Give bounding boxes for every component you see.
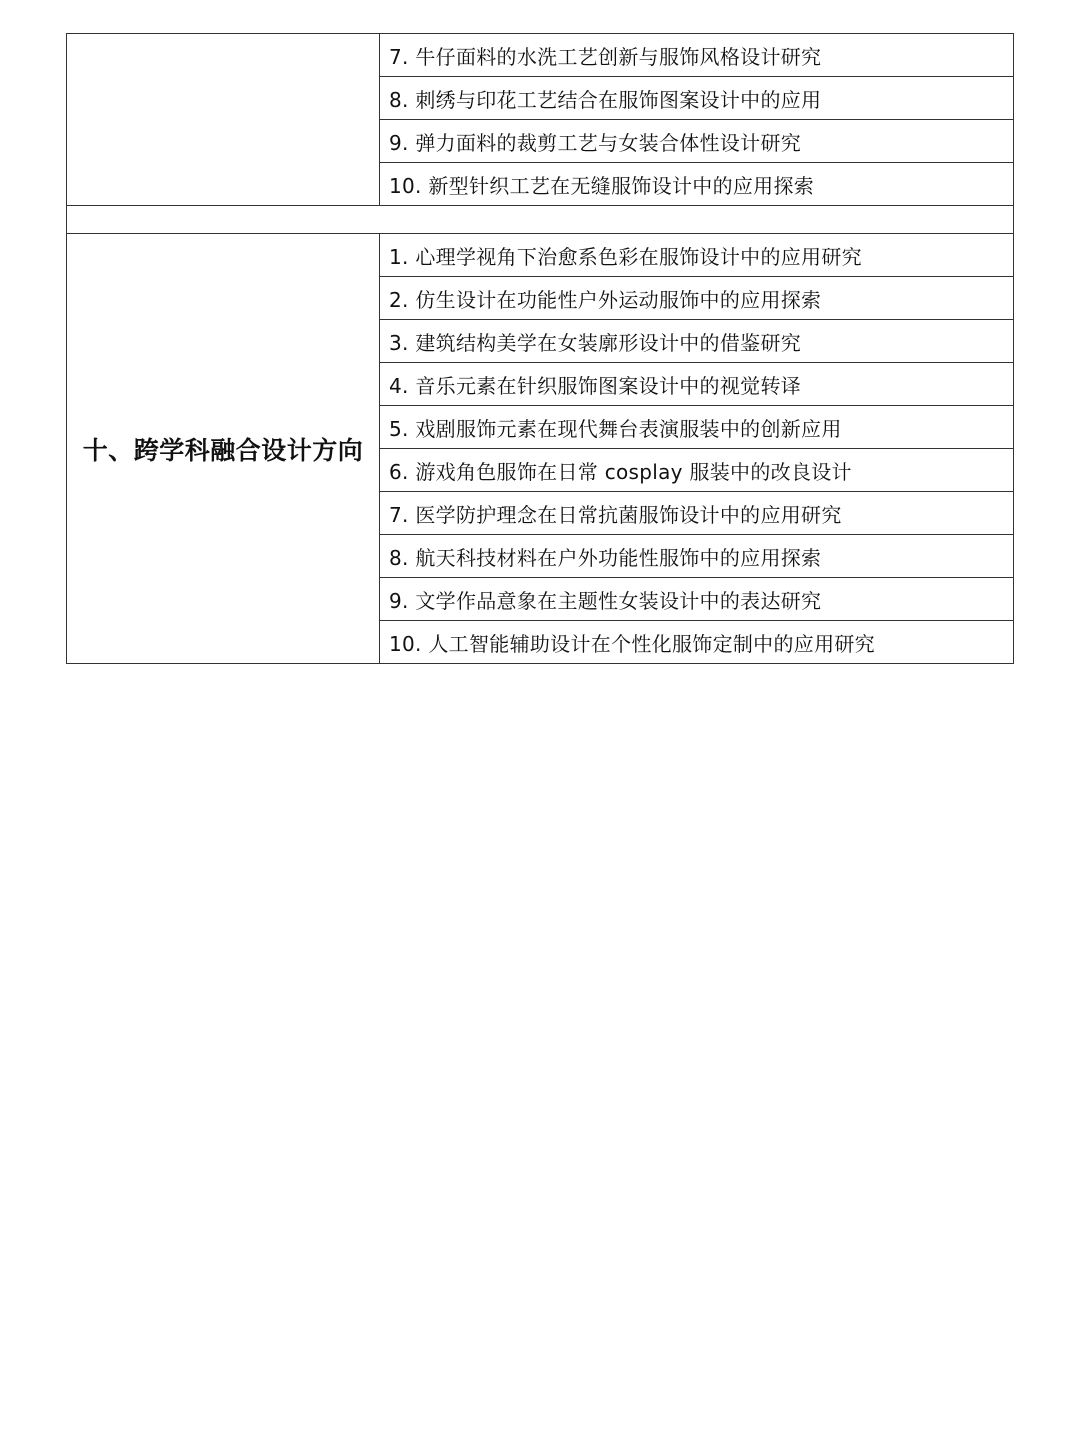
table-row bbox=[67, 234, 1014, 277]
topic-cell: 1. 心理学视角下治愈系色彩在服饰设计中的应用研究 bbox=[380, 234, 1014, 277]
topic-cell: 10. 新型针织工艺在无缝服饰设计中的应用探索 bbox=[380, 163, 1014, 206]
topic-cell: 5. 戏剧服饰元素在现代舞台表演服装中的创新应用 bbox=[380, 406, 1014, 449]
topic-cell: 7. 牛仔面料的水洗工艺创新与服饰风格设计研究 bbox=[380, 34, 1014, 77]
category-cell-previous bbox=[67, 34, 380, 206]
spacer-cell bbox=[67, 206, 1014, 234]
table-row bbox=[67, 34, 1014, 77]
spacer-row bbox=[67, 206, 1014, 234]
topic-cell: 3. 建筑结构美学在女装廓形设计中的借鉴研究 bbox=[380, 320, 1014, 363]
category-title: 十、跨学科融合设计方向 bbox=[82, 435, 364, 465]
topic-cell: 8. 刺绣与印花工艺结合在服饰图案设计中的应用 bbox=[380, 77, 1014, 120]
topic-cell: 7. 医学防护理念在日常抗菌服饰设计中的应用研究 bbox=[380, 492, 1014, 535]
topic-cell: 10. 人工智能辅助设计在个性化服饰定制中的应用研究 bbox=[380, 621, 1014, 664]
topic-cell: 6. 游戏角色服饰在日常 cosplay 服装中的改良设计 bbox=[380, 449, 1014, 492]
topic-cell: 9. 弹力面料的裁剪工艺与女装合体性设计研究 bbox=[380, 120, 1014, 163]
topic-cell: 4. 音乐元素在针织服饰图案设计中的视觉转译 bbox=[380, 363, 1014, 406]
topic-cell: 8. 航天科技材料在户外功能性服饰中的应用探索 bbox=[380, 535, 1014, 578]
topic-cell: 2. 仿生设计在功能性户外运动服饰中的应用探索 bbox=[380, 277, 1014, 320]
topics-table bbox=[66, 33, 1014, 664]
document-page bbox=[66, 33, 1014, 664]
topic-cell: 9. 文学作品意象在主题性女装设计中的表达研究 bbox=[380, 578, 1014, 621]
category-cell-ten bbox=[67, 234, 380, 664]
